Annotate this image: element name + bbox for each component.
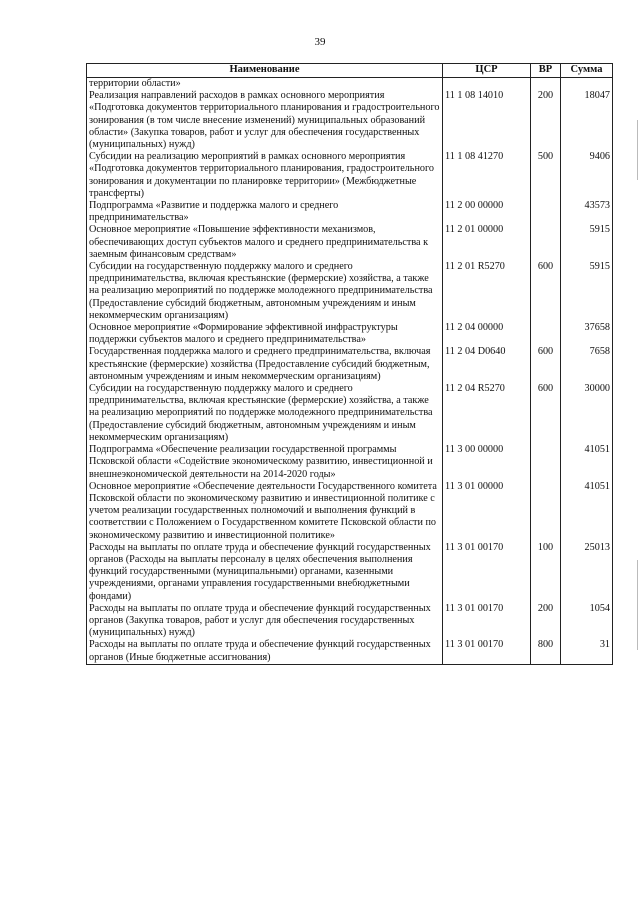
- table-row: [87, 261, 613, 322]
- row-vr: 200: [531, 90, 561, 151]
- row-csr: 11 3 01 00000: [443, 481, 531, 542]
- row-csr: 11 3 01 00170: [443, 542, 531, 603]
- row-name: Субсидии на государственную поддержку малого и среднего предпринимательства, включая крестьянские (фермерские) хозяйства, а также на реализацию мероприятий по поддержке молодежного предпринимательства (Предоставление субсидий бюджетным, автономным учреждениям и иным некоммерческим организациям): [87, 383, 443, 444]
- row-vr: 800: [531, 639, 561, 664]
- row-vr: 100: [531, 542, 561, 603]
- row-sum: 43573: [561, 200, 613, 224]
- row-csr: 11 2 04 D0640: [443, 346, 531, 383]
- scan-edge-mark: [637, 560, 638, 650]
- row-vr: [531, 78, 561, 91]
- row-sum: 30000: [561, 383, 613, 444]
- row-vr: 200: [531, 603, 561, 640]
- row-csr: 11 3 01 00170: [443, 603, 531, 640]
- row-vr: [531, 322, 561, 346]
- scan-edge-mark: [637, 120, 638, 180]
- table-row: [87, 542, 613, 603]
- row-name: Расходы на выплаты по оплате труда и обеспечение функций государственных органов (Иные бюджетные ассигнования): [87, 639, 443, 664]
- row-vr: 600: [531, 383, 561, 444]
- row-vr: 600: [531, 346, 561, 383]
- table-row: [87, 444, 613, 481]
- row-vr: 600: [531, 261, 561, 322]
- table-row: [87, 90, 613, 151]
- table-row: [87, 346, 613, 383]
- row-csr: 11 2 01 R5270: [443, 261, 531, 322]
- row-csr: 11 2 04 R5270: [443, 383, 531, 444]
- row-sum: 25013: [561, 542, 613, 603]
- header-name: Наименование: [87, 64, 443, 78]
- row-sum: 41051: [561, 444, 613, 481]
- row-csr: 11 3 00 00000: [443, 444, 531, 481]
- row-sum: 18047: [561, 90, 613, 151]
- row-name: Основное мероприятие «Формирование эффективной инфраструктуры поддержки субъектов малого и среднего предпринимательства»: [87, 322, 443, 346]
- row-sum: 5915: [561, 261, 613, 322]
- row-vr: [531, 444, 561, 481]
- table-row: [87, 639, 613, 664]
- header-csr: ЦСР: [443, 64, 531, 78]
- row-name: Расходы на выплаты по оплате труда и обеспечение функций государственных органов (Закупка товаров, работ и услуг для обеспечения государственных (муниципальных) нужд): [87, 603, 443, 640]
- row-csr: 11 1 08 14010: [443, 90, 531, 151]
- row-vr: 500: [531, 151, 561, 200]
- table-row: [87, 322, 613, 346]
- row-sum: 7658: [561, 346, 613, 383]
- row-name: Субсидии на государственную поддержку малого и среднего предпринимательства, включая крестьянские (фермерские) хозяйства, а также на реализацию мероприятий по поддержке молодежного предпринимательства (Предоставление субсидий бюджетным, автономным учреждениям и иным некоммерческим организациям): [87, 261, 443, 322]
- table-row: [87, 224, 613, 261]
- table-header-row: [87, 64, 613, 78]
- table-row: [87, 383, 613, 444]
- row-sum: 37658: [561, 322, 613, 346]
- row-vr: [531, 200, 561, 224]
- header-sum: Сумма: [561, 64, 613, 78]
- row-csr: 11 2 04 00000: [443, 322, 531, 346]
- table-row: [87, 481, 613, 542]
- row-name: территории области»: [87, 78, 443, 91]
- row-csr: 11 1 08 41270: [443, 151, 531, 200]
- row-name: Основное мероприятие «Повышение эффективности механизмов, обеспечивающих доступ субъектов малого и среднего предпринимательства к заемным финансовым средствам»: [87, 224, 443, 261]
- row-sum: 1054: [561, 603, 613, 640]
- row-name: Реализация направлений расходов в рамках основного мероприятия «Подготовка документов территориального планирования и градостроительного зонирования (в том числе внесение изменений) муниципальных образований области» (Закупка товаров, работ и услуг для обеспечения государственных (муниципальных) нужд): [87, 90, 443, 151]
- table-row: [87, 151, 613, 200]
- row-csr: [443, 78, 531, 91]
- row-name: Государственная поддержка малого и среднего предпринимательства, включая крестьянские (фермерские) хозяйства (Предоставление субсидий бюджетным, автономным учреждениям и иным некоммерческим организациям): [87, 346, 443, 383]
- header-vr: ВР: [531, 64, 561, 78]
- row-csr: 11 2 01 00000: [443, 224, 531, 261]
- row-name: Подпрограмма «Развитие и поддержка малого и среднего предпринимательства»: [87, 200, 443, 224]
- table-row: [87, 78, 613, 91]
- row-sum: 41051: [561, 481, 613, 542]
- row-sum: 31: [561, 639, 613, 664]
- row-csr: 11 3 01 00170: [443, 639, 531, 664]
- row-vr: [531, 481, 561, 542]
- row-vr: [531, 224, 561, 261]
- budget-table: [86, 63, 613, 665]
- table-row: [87, 200, 613, 224]
- row-sum: 5915: [561, 224, 613, 261]
- row-name: Подпрограмма «Обеспечение реализации государственной программы Псковской области «Содействие экономическому развитию, инвестиционной и внешнеэкономической деятельности на 2014-2020 годы»: [87, 444, 443, 481]
- row-sum: 9406: [561, 151, 613, 200]
- table-row: [87, 603, 613, 640]
- row-name: Основное мероприятие «Обеспечение деятельности Государственного комитета Псковской области по экономическому развитию и инвестиционной политике с учетом реализации государственных полномочий и выполнения функций в соответствии с Положением о Государственном комитете Псковской области по экономическому развитию и инвестиционной политике»: [87, 481, 443, 542]
- row-name: Расходы на выплаты по оплате труда и обеспечение функций государственных органов (Расходы на выплаты персоналу в целях обеспечения выполнения функций государственными (муниципальными) органами, казенными учреждениями, органами управления государственными внебюджетными фондами): [87, 542, 443, 603]
- row-sum: [561, 78, 613, 91]
- row-csr: 11 2 00 00000: [443, 200, 531, 224]
- page-number: 39: [314, 36, 326, 48]
- row-name: Субсидии на реализацию мероприятий в рамках основного мероприятия «Подготовка документов территориального планирования, градостроительного зонирования и документации по планировке территории» (Межбюджетные трансферты): [87, 151, 443, 200]
